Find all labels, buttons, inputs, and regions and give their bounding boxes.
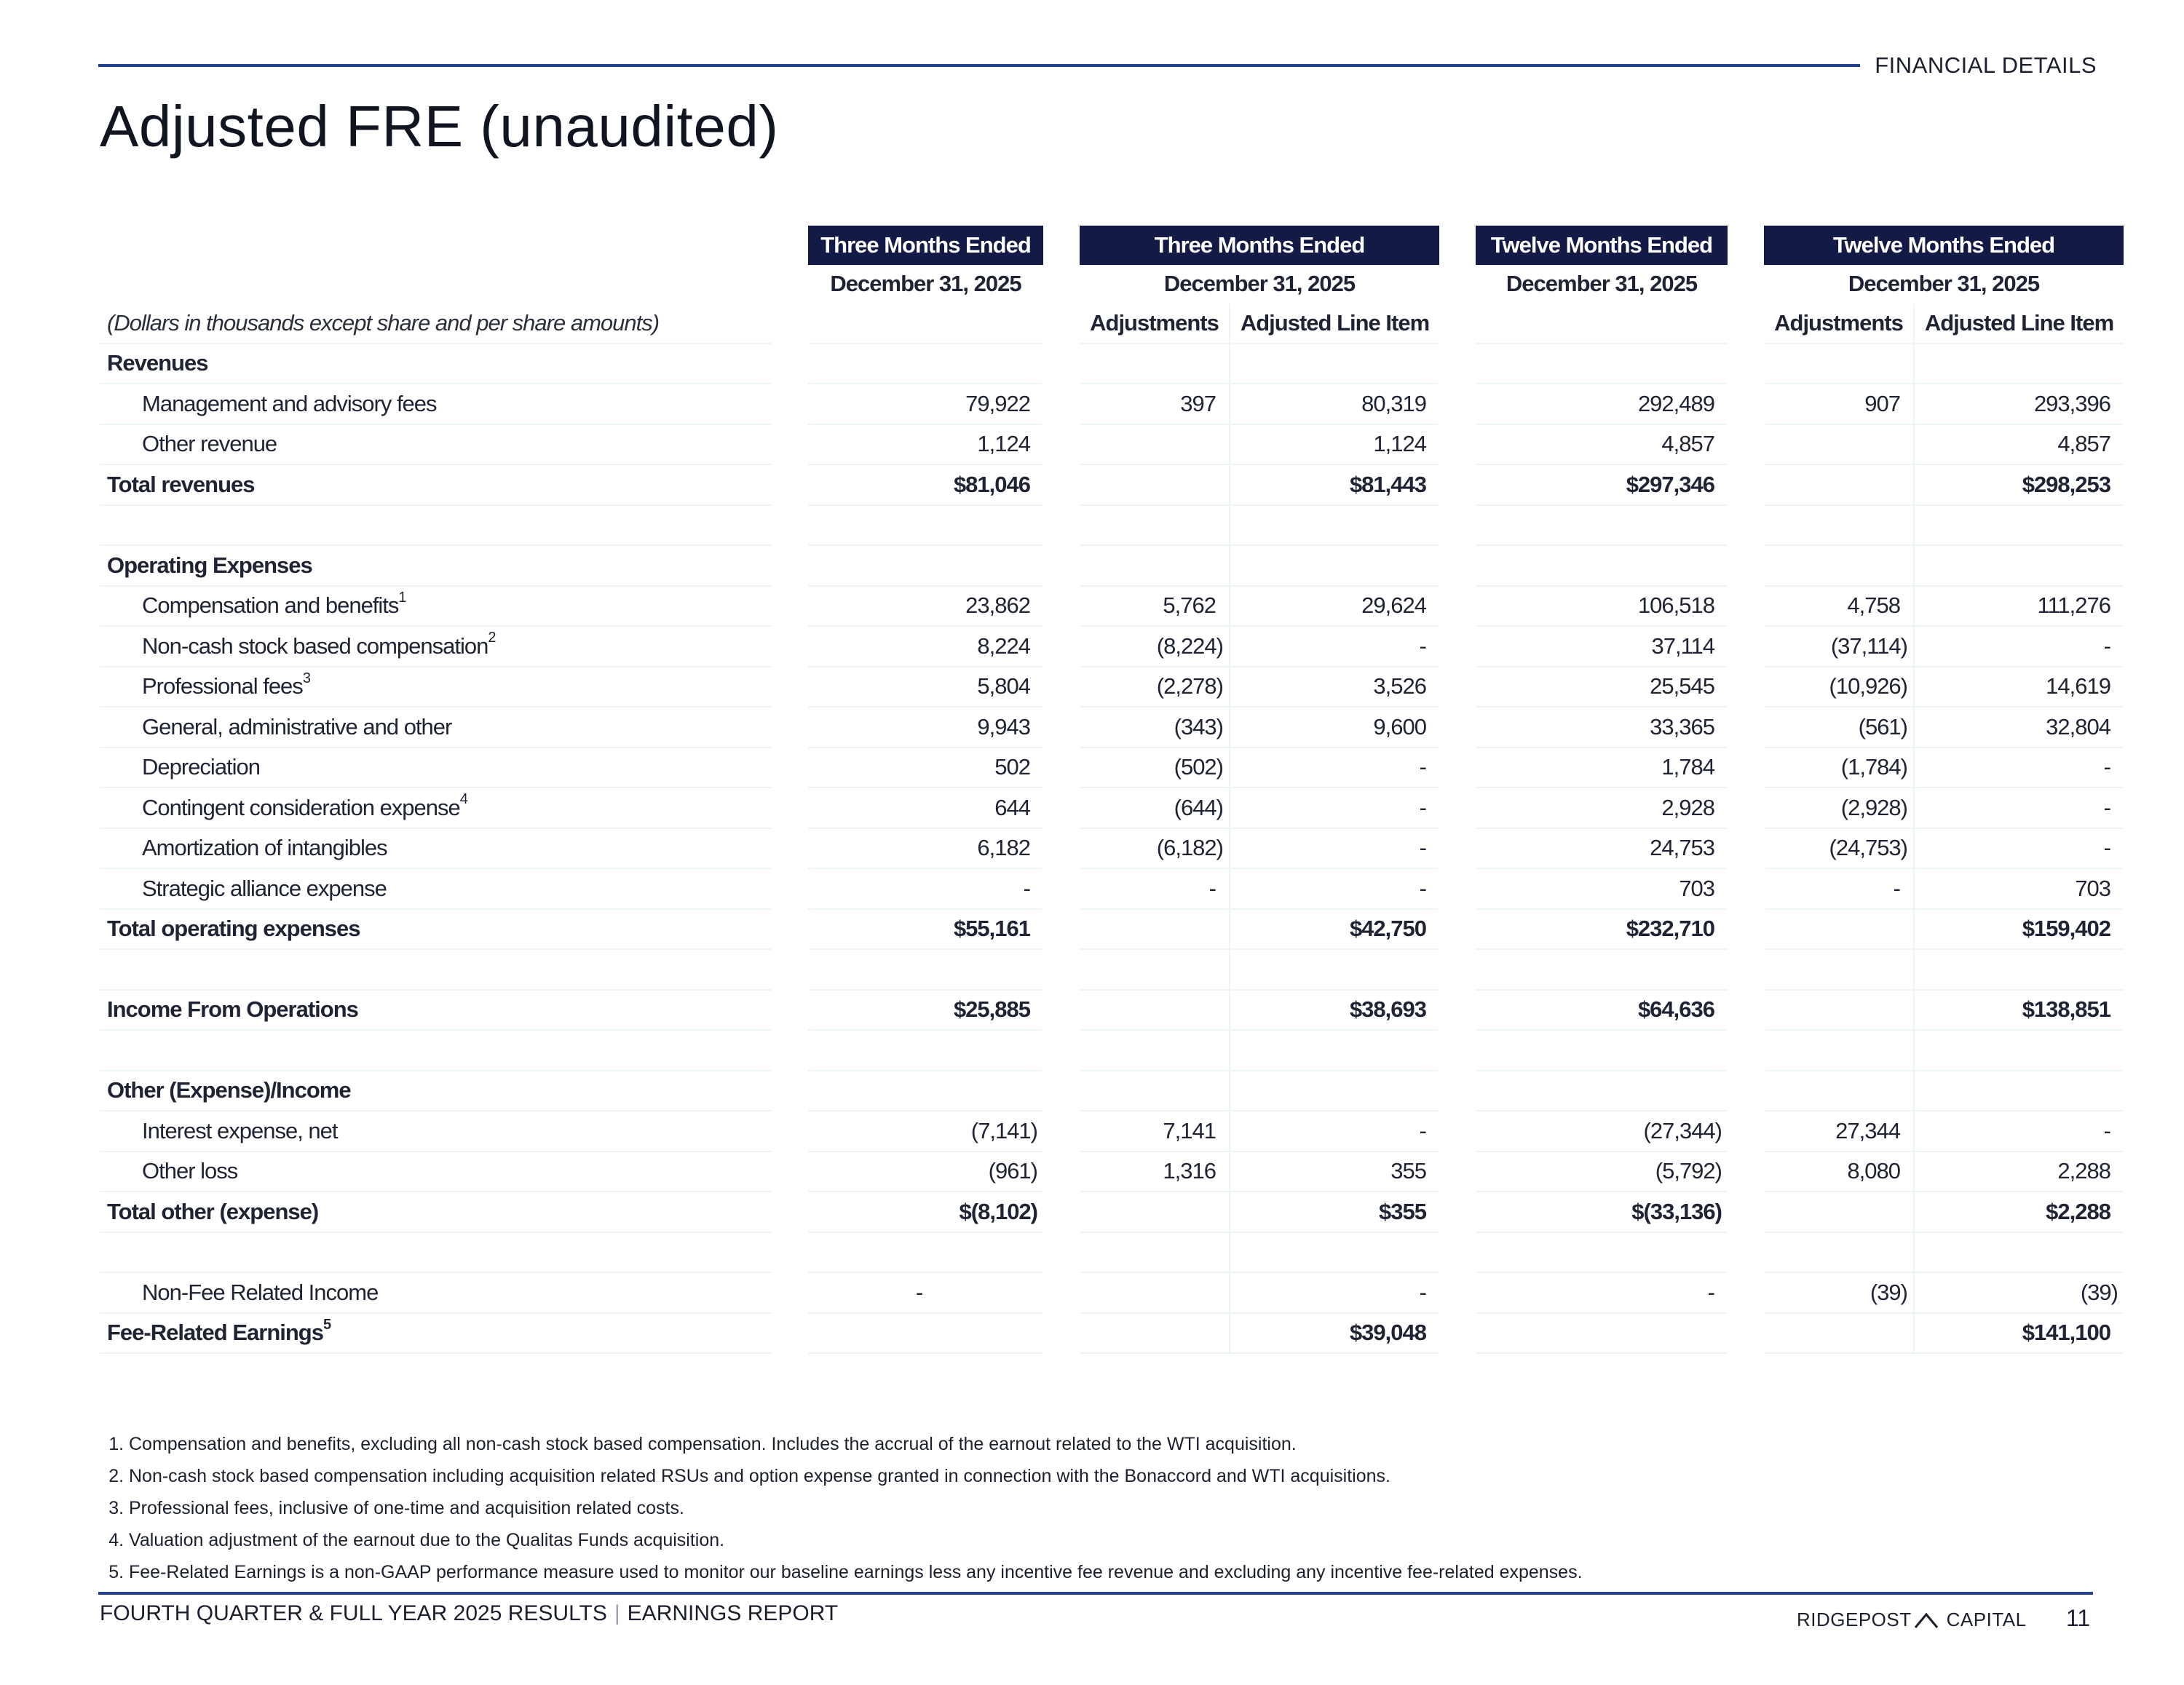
footnote-ref: 2 bbox=[488, 630, 496, 646]
footnotes-list bbox=[100, 1428, 1583, 1588]
cell-q-adjustment: 397 bbox=[1080, 384, 1230, 424]
footnote-ref: 1 bbox=[398, 589, 406, 606]
cell-y-reported: $64,636 bbox=[1476, 990, 1728, 1031]
cell-y-adjusted: $159,402 bbox=[1914, 909, 2124, 950]
cell-y-adjustment bbox=[1764, 464, 1914, 505]
row-label: Depreciation bbox=[100, 748, 772, 788]
cell-y-adjusted: - bbox=[1914, 788, 2124, 828]
cell-y-adjusted: 4,857 bbox=[1914, 424, 2124, 465]
cell-y-adjustment bbox=[1764, 424, 1914, 465]
table-row bbox=[100, 1111, 2124, 1151]
cell-q-adjustment: 5,762 bbox=[1080, 586, 1230, 627]
bottom-rule bbox=[98, 1592, 2093, 1595]
cell-q-adjusted: 9,600 bbox=[1230, 707, 1439, 748]
spacer-row bbox=[100, 1232, 2124, 1273]
row-label: Total other (expense) bbox=[100, 1192, 772, 1232]
table-row bbox=[100, 707, 2124, 748]
cell-y-adjustment: 4,758 bbox=[1764, 586, 1914, 627]
table-row bbox=[100, 1272, 2124, 1313]
cell-q-adjustment: 7,141 bbox=[1080, 1111, 1230, 1151]
cell-y-adjusted: 32,804 bbox=[1914, 707, 2124, 748]
cell-y-adjustment: (10,926) bbox=[1764, 667, 1914, 707]
cell-q-adjustment bbox=[1080, 424, 1230, 465]
row-label: Management and advisory fees bbox=[100, 384, 772, 424]
column-header-row bbox=[100, 304, 2124, 344]
cell-q-adjustment bbox=[1080, 1192, 1230, 1232]
cell-y-adjustment: - bbox=[1764, 868, 1914, 909]
section-header-operating-expenses bbox=[100, 545, 2124, 586]
row-label bbox=[100, 626, 772, 667]
row-label-text: Compensation and benefits bbox=[142, 592, 399, 619]
cell-y-adjustment: 27,344 bbox=[1764, 1111, 1914, 1151]
row-label: Revenues bbox=[100, 344, 772, 384]
total-row bbox=[100, 1192, 2124, 1232]
row-label: Other loss bbox=[100, 1151, 772, 1192]
page-title: Adjusted FRE (unaudited) bbox=[100, 94, 779, 159]
row-label: General, administrative and other bbox=[100, 707, 772, 748]
cell-q-adjusted: $42,750 bbox=[1230, 909, 1439, 950]
cell-y-reported: (27,344) bbox=[1476, 1111, 1728, 1151]
cell-y-reported: - bbox=[1476, 1272, 1728, 1313]
cell-q-adjusted: 355 bbox=[1230, 1151, 1439, 1192]
period-header-q-adjusted: December 31, 2025 bbox=[1163, 271, 1356, 297]
table-row bbox=[100, 384, 2124, 424]
column-header-adjusted-line-y: Adjusted Line Item bbox=[1914, 304, 2124, 344]
cell-q-adjusted: - bbox=[1230, 748, 1439, 788]
cell-q-adjusted: $81,443 bbox=[1230, 464, 1439, 505]
footnote-item: 3. Professional fees, inclusive of one-time and acquisition related costs. bbox=[129, 1492, 1583, 1524]
spacer-row bbox=[100, 505, 2124, 546]
cell-q-adjustment: - bbox=[1080, 868, 1230, 909]
cell-q-adjustment: (502) bbox=[1080, 748, 1230, 788]
logo-text-left: RIDGEPOST bbox=[1797, 1609, 1912, 1630]
row-label: Other (Expense)/Income bbox=[100, 1071, 772, 1111]
table-row bbox=[100, 788, 2124, 828]
row-label: Operating Expenses bbox=[100, 545, 772, 586]
total-row bbox=[100, 1313, 2124, 1354]
cell-q-adjusted: $38,693 bbox=[1230, 990, 1439, 1031]
logo-text-right: CAPITAL bbox=[1946, 1609, 2027, 1630]
cell-q-adjusted: - bbox=[1230, 788, 1439, 828]
total-row bbox=[100, 464, 2124, 505]
cell-y-adjusted: $298,253 bbox=[1914, 464, 2124, 505]
cell-y-adjusted: $2,288 bbox=[1914, 1192, 2124, 1232]
cell-q-reported: $25,885 bbox=[808, 990, 1043, 1031]
table-row bbox=[100, 868, 2124, 909]
row-label-text: Non-cash stock based compensation bbox=[142, 633, 488, 659]
table-row bbox=[100, 424, 2124, 465]
cell-y-reported: 703 bbox=[1476, 868, 1728, 909]
footnote-ref: 3 bbox=[302, 670, 310, 686]
section-label: FINANCIAL DETAILS bbox=[1875, 52, 2097, 78]
cell-y-reported: 4,857 bbox=[1476, 424, 1728, 465]
row-label: Income From Operations bbox=[100, 990, 772, 1031]
cell-y-adjustment bbox=[1764, 1192, 1914, 1232]
row-label: Other revenue bbox=[100, 424, 772, 465]
cell-q-adjusted: - bbox=[1230, 626, 1439, 667]
footer-report-name: FOURTH QUARTER & FULL YEAR 2025 RESULTS bbox=[100, 1601, 607, 1625]
table-row bbox=[100, 828, 2124, 869]
cell-y-adjusted: $141,100 bbox=[1914, 1313, 2124, 1354]
cell-y-adjusted: - bbox=[1914, 1111, 2124, 1151]
units-note: (Dollars in thousands except share and per share amounts) bbox=[100, 304, 772, 344]
cell-q-adjustment: (343) bbox=[1080, 707, 1230, 748]
footer-report-title bbox=[100, 1601, 838, 1626]
section-header-other-expense-income bbox=[100, 1071, 2124, 1111]
period-header-y-adjusted: December 31, 2025 bbox=[1848, 271, 2040, 297]
cell-y-adjusted: 2,288 bbox=[1914, 1151, 2124, 1192]
table-row bbox=[100, 1151, 2124, 1192]
row-label-text: Contingent consideration expense bbox=[142, 794, 460, 820]
column-header-adjustments-q: Adjustments bbox=[1080, 304, 1230, 344]
cell-y-adjustment: (1,784) bbox=[1764, 748, 1914, 788]
cell-y-adjusted: - bbox=[1914, 828, 2124, 869]
cell-y-adjusted: - bbox=[1914, 748, 2124, 788]
cell-y-reported: 25,545 bbox=[1476, 667, 1728, 707]
mountain-peak-icon bbox=[1914, 1611, 1944, 1629]
cell-y-adjusted: - bbox=[1914, 626, 2124, 667]
cell-q-reported: - bbox=[808, 868, 1043, 909]
cell-y-reported: $232,710 bbox=[1476, 909, 1728, 950]
cell-y-adjusted: 293,396 bbox=[1914, 384, 2124, 424]
cell-q-adjustment: 1,316 bbox=[1080, 1151, 1230, 1192]
group-header-q-reported: Three Months Ended bbox=[808, 226, 1043, 265]
cell-y-reported bbox=[1476, 1313, 1728, 1354]
footnote-item: 4. Valuation adjustment of the earnout due to the Qualitas Funds acquisition. bbox=[129, 1524, 1583, 1556]
company-logo bbox=[1797, 1609, 2027, 1631]
cell-q-adjusted: $355 bbox=[1230, 1192, 1439, 1232]
period-header-q-reported: December 31, 2025 bbox=[830, 271, 1021, 297]
cell-y-adjustment: (39) bbox=[1764, 1272, 1914, 1313]
cell-q-reported: $55,161 bbox=[808, 909, 1043, 950]
cell-y-adjusted: (39) bbox=[1914, 1272, 2124, 1313]
cell-y-adjustment: (561) bbox=[1764, 707, 1914, 748]
cell-y-reported: 24,753 bbox=[1476, 828, 1728, 869]
cell-y-adjusted: $138,851 bbox=[1914, 990, 2124, 1031]
cell-q-adjusted: 1,124 bbox=[1230, 424, 1439, 465]
period-header-row bbox=[100, 265, 2124, 304]
section-header-revenues bbox=[100, 344, 2124, 384]
cell-q-adjusted: - bbox=[1230, 868, 1439, 909]
footnote-ref: 4 bbox=[459, 791, 467, 808]
footnote-item: 5. Fee-Related Earnings is a non-GAAP performance measure used to monitor our baseline earnings less any incentive fee revenue and excluding any incentive fee-related expenses. bbox=[129, 1556, 1583, 1588]
top-rule bbox=[98, 64, 1860, 67]
cell-q-reported: 502 bbox=[808, 748, 1043, 788]
cell-q-adjusted: - bbox=[1230, 1272, 1439, 1313]
cell-q-adjustment bbox=[1080, 909, 1230, 950]
cell-y-reported: 106,518 bbox=[1476, 586, 1728, 627]
row-label: Total revenues bbox=[100, 464, 772, 505]
cell-q-reported: $(8,102) bbox=[808, 1192, 1043, 1232]
footnote-item: 2. Non-cash stock based compensation including acquisition related RSUs and option expense granted in connection with the Bonaccord and WTI acquisitions. bbox=[129, 1460, 1583, 1492]
row-label: Strategic alliance expense bbox=[100, 868, 772, 909]
row-label: Total operating expenses bbox=[100, 909, 772, 950]
cell-q-adjustment: (2,278) bbox=[1080, 667, 1230, 707]
page-number: 11 bbox=[2066, 1605, 2091, 1631]
cell-y-adjustment: 907 bbox=[1764, 384, 1914, 424]
cell-q-adjusted: $39,048 bbox=[1230, 1313, 1439, 1354]
group-header-y-reported: Twelve Months Ended bbox=[1476, 226, 1728, 265]
footnote-ref: 5 bbox=[323, 1316, 331, 1333]
cell-y-reported: 1,784 bbox=[1476, 748, 1728, 788]
total-row bbox=[100, 990, 2124, 1031]
spacer-row bbox=[100, 949, 2124, 990]
table-row bbox=[100, 667, 2124, 707]
cell-q-reported: 9,943 bbox=[808, 707, 1043, 748]
footnote-item: 1. Compensation and benefits, excluding all non-cash stock based compensation. Includes the accrual of the earnout related to the WTI acquisition. bbox=[129, 1428, 1583, 1460]
table-row bbox=[100, 586, 2124, 627]
cell-q-reported: (961) bbox=[808, 1151, 1043, 1192]
cell-q-adjustment: (6,182) bbox=[1080, 828, 1230, 869]
row-label: Amortization of intangibles bbox=[100, 828, 772, 869]
row-label-text: Fee-Related Earnings bbox=[107, 1320, 323, 1346]
period-header-y-reported: December 31, 2025 bbox=[1506, 271, 1698, 297]
cell-y-adjustment: (24,753) bbox=[1764, 828, 1914, 869]
cell-y-reported: 33,365 bbox=[1476, 707, 1728, 748]
row-label: Interest expense, net bbox=[100, 1111, 772, 1151]
cell-y-reported: $(33,136) bbox=[1476, 1192, 1728, 1232]
cell-q-reported: 8,224 bbox=[808, 626, 1043, 667]
row-label bbox=[100, 788, 772, 828]
row-label-text: Professional fees bbox=[142, 673, 303, 699]
row-label bbox=[100, 1313, 772, 1354]
cell-q-reported: 5,804 bbox=[808, 667, 1043, 707]
cell-q-adjusted: 3,526 bbox=[1230, 667, 1439, 707]
cell-q-reported: $81,046 bbox=[808, 464, 1043, 505]
cell-y-adjusted: 111,276 bbox=[1914, 586, 2124, 627]
cell-y-adjusted: 703 bbox=[1914, 868, 2124, 909]
cell-y-adjustment: (2,928) bbox=[1764, 788, 1914, 828]
cell-q-adjusted: - bbox=[1230, 1111, 1439, 1151]
table-row bbox=[100, 626, 2124, 667]
cell-y-adjustment bbox=[1764, 990, 1914, 1031]
group-header-y-adjusted: Twelve Months Ended bbox=[1764, 226, 2124, 265]
cell-y-adjusted: 14,619 bbox=[1914, 667, 2124, 707]
group-header-q-adjusted: Three Months Ended bbox=[1080, 226, 1439, 265]
row-label: Non-Fee Related Income bbox=[100, 1272, 772, 1313]
cell-q-adjustment: (644) bbox=[1080, 788, 1230, 828]
cell-y-adjustment: 8,080 bbox=[1764, 1151, 1914, 1192]
cell-q-reported: 23,862 bbox=[808, 586, 1043, 627]
cell-q-adjustment bbox=[1080, 1313, 1230, 1354]
cell-y-reported: 37,114 bbox=[1476, 626, 1728, 667]
cell-q-reported: 644 bbox=[808, 788, 1043, 828]
cell-y-reported: $297,346 bbox=[1476, 464, 1728, 505]
cell-q-adjusted: - bbox=[1230, 828, 1439, 869]
cell-q-reported: 79,922 bbox=[808, 384, 1043, 424]
table-row bbox=[100, 748, 2124, 788]
cell-q-adjustment bbox=[1080, 990, 1230, 1031]
cell-y-reported: 2,928 bbox=[1476, 788, 1728, 828]
footer-separator: | bbox=[614, 1601, 620, 1625]
cell-q-reported: 6,182 bbox=[808, 828, 1043, 869]
adjusted-fre-table bbox=[100, 226, 2124, 1354]
cell-q-adjustment bbox=[1080, 1272, 1230, 1313]
cell-q-adjusted: 29,624 bbox=[1230, 586, 1439, 627]
cell-y-adjustment: (37,114) bbox=[1764, 626, 1914, 667]
row-label bbox=[100, 667, 772, 707]
spacer-row bbox=[100, 1030, 2124, 1071]
cell-y-adjustment bbox=[1764, 909, 1914, 950]
cell-q-adjustment bbox=[1080, 464, 1230, 505]
cell-q-reported: (7,141) bbox=[808, 1111, 1043, 1151]
footer-report-type: EARNINGS REPORT bbox=[627, 1601, 839, 1625]
column-header-adjusted-line-q: Adjusted Line Item bbox=[1230, 304, 1439, 344]
total-row bbox=[100, 909, 2124, 950]
cell-y-reported: 292,489 bbox=[1476, 384, 1728, 424]
cell-q-adjusted: 80,319 bbox=[1230, 384, 1439, 424]
column-header-adjustments-y: Adjustments bbox=[1764, 304, 1914, 344]
cell-q-reported bbox=[808, 1313, 1043, 1354]
row-label bbox=[100, 586, 772, 627]
cell-q-adjustment: (8,224) bbox=[1080, 626, 1230, 667]
group-header-row bbox=[100, 226, 2124, 265]
cell-q-reported: 1,124 bbox=[808, 424, 1043, 465]
cell-q-reported: - bbox=[808, 1272, 1043, 1313]
cell-y-reported: (5,792) bbox=[1476, 1151, 1728, 1192]
cell-y-adjustment bbox=[1764, 1313, 1914, 1354]
